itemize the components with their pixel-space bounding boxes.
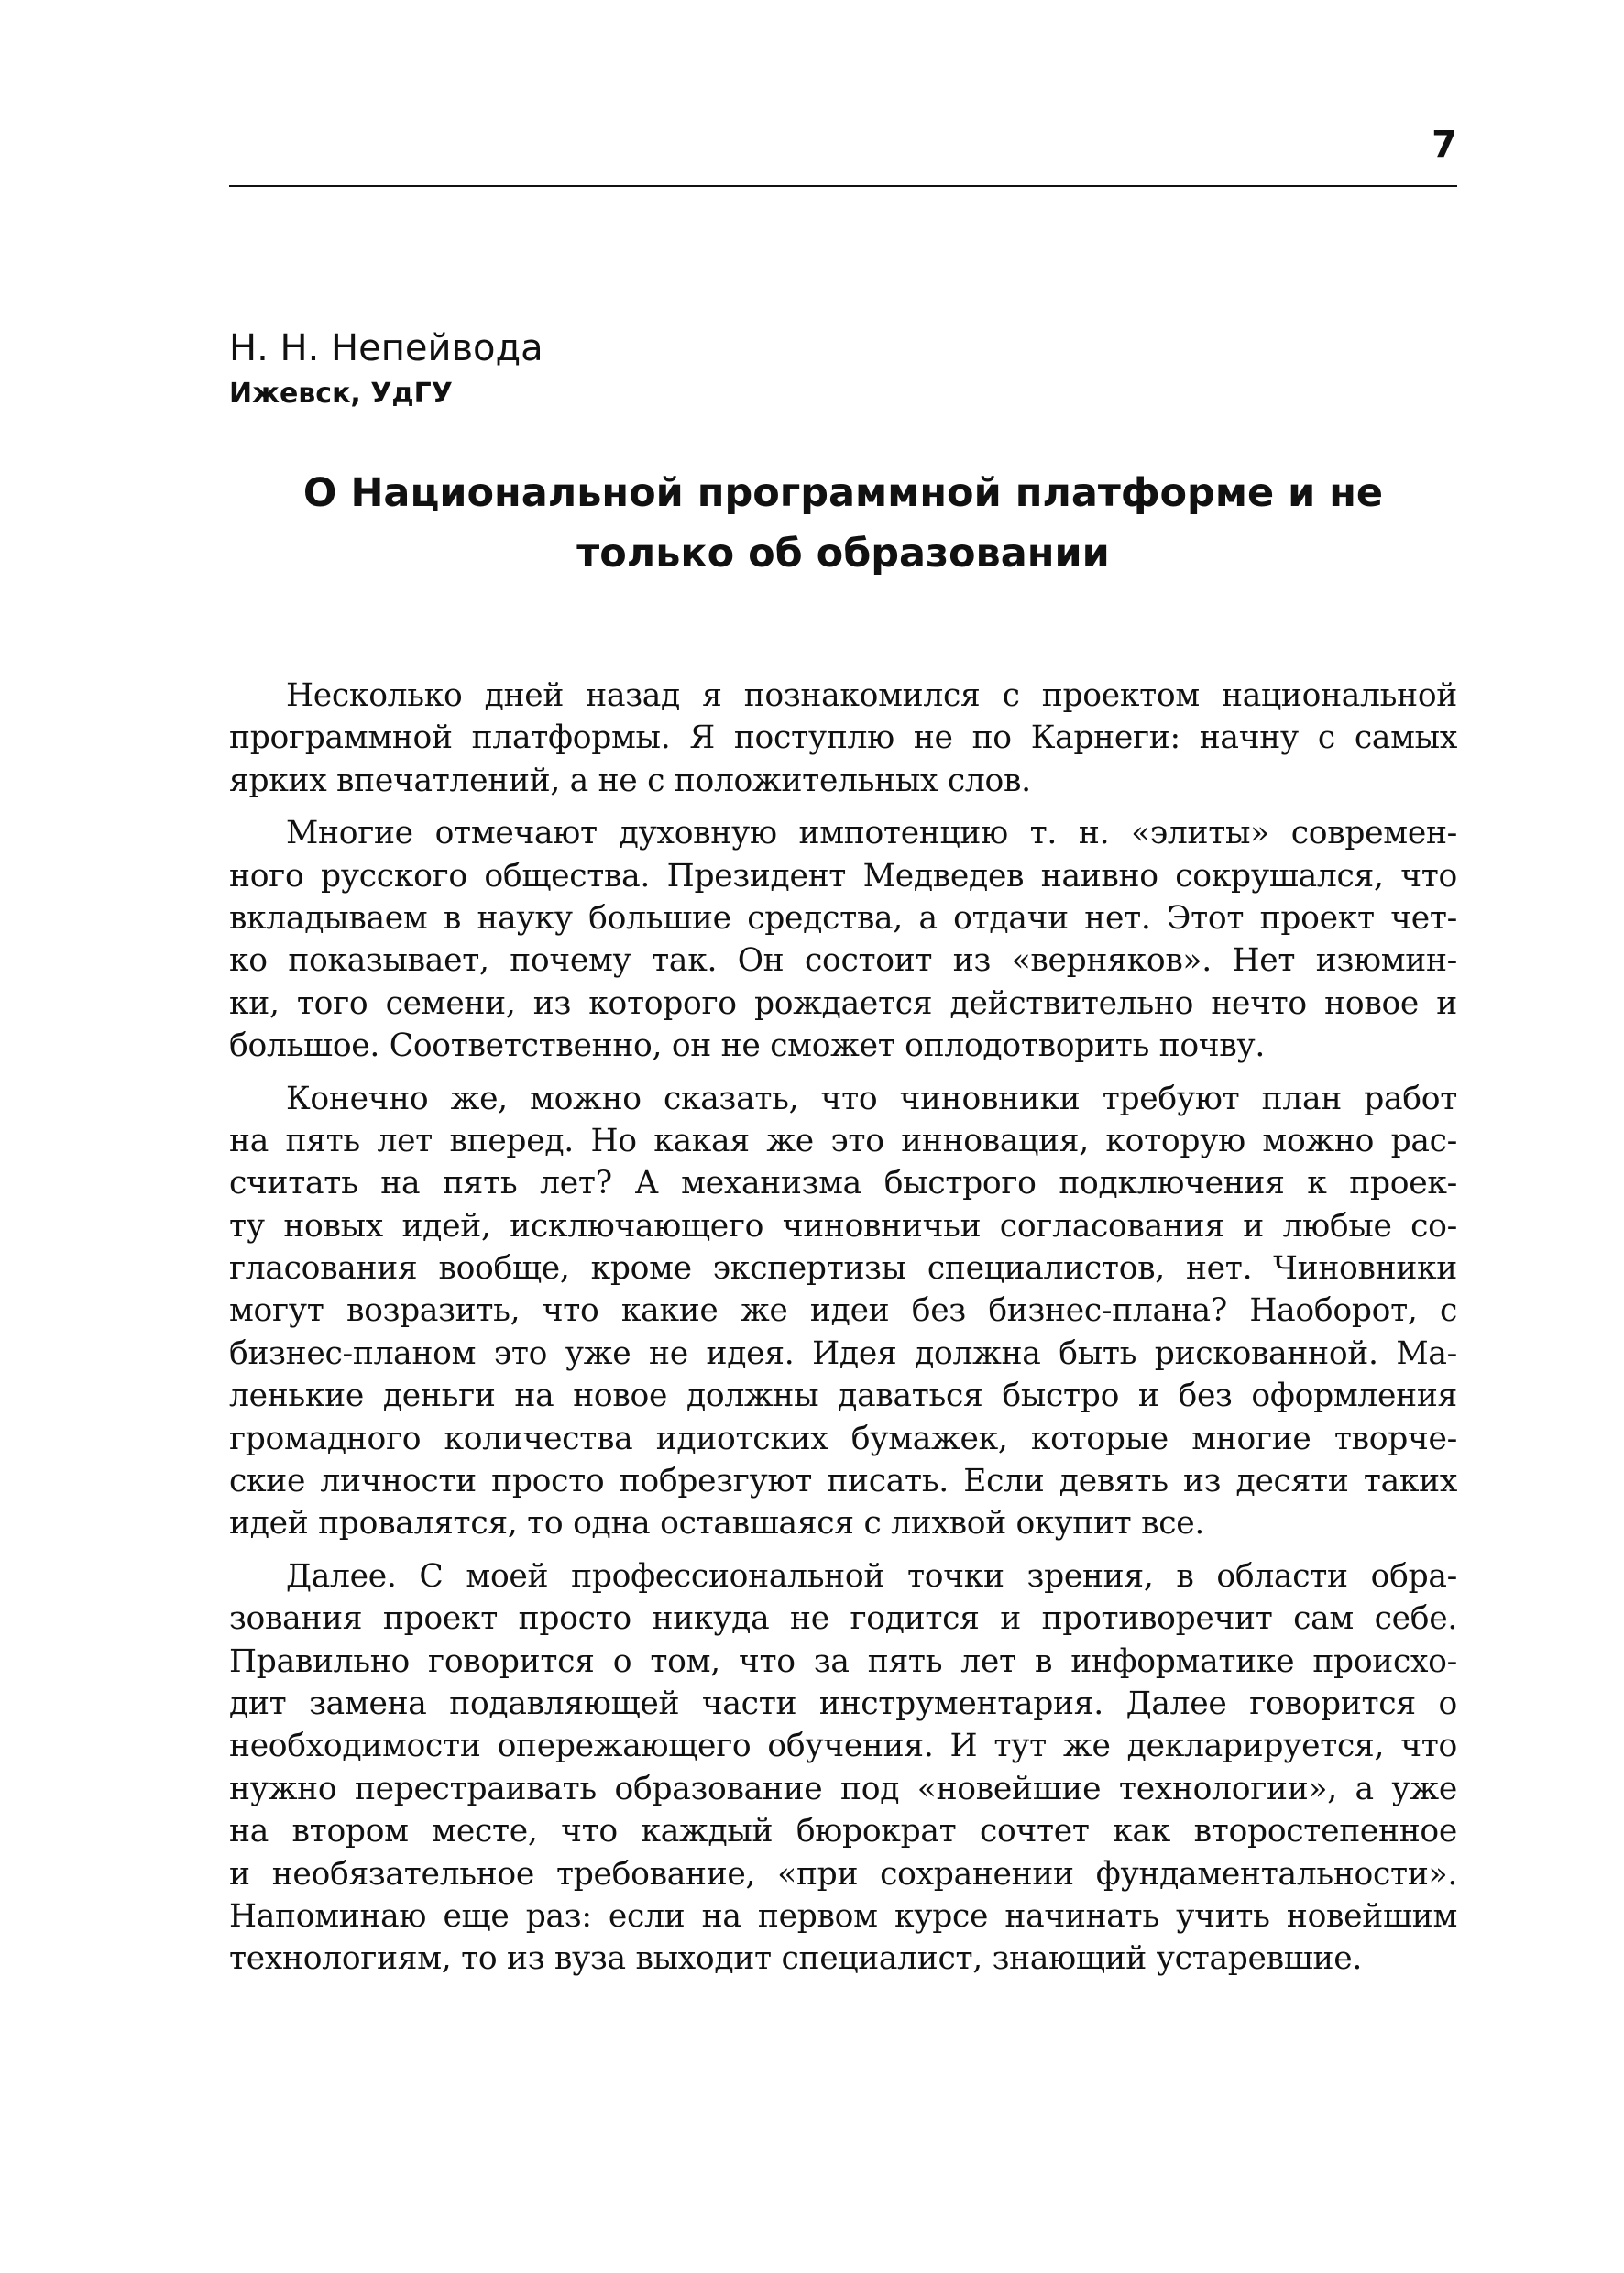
paragraph-3 bbox=[229, 1078, 1457, 1545]
text-line: большое. Соответственно, он не сможет оплодотворить почву. bbox=[229, 1027, 1266, 1065]
text-line: и необязательное требование, «при сохранении фундаментальности». bbox=[229, 1855, 1457, 1893]
text-line: технологиям, то из вуза выходит специалист, знающий устаревшие. bbox=[229, 1940, 1363, 1978]
text-line: зования проект просто никуда не годится и противоречит сам себе. bbox=[229, 1600, 1457, 1638]
paragraph-1 bbox=[229, 675, 1457, 802]
text-line: на втором месте, что каждый бюрократ сочтет как второстепенное bbox=[229, 1813, 1457, 1850]
text-line: программной платформы. Я поступлю не по Карнеги: начну с самых bbox=[229, 719, 1457, 757]
text-line: Напоминаю еще раз: если на первом курсе начинать учить новейшим bbox=[229, 1897, 1457, 1935]
text-line: Конечно же, можно сказать, что чиновники требуют план работ bbox=[286, 1080, 1457, 1117]
text-line: Несколько дней назад я познакомился с проектом национальной bbox=[286, 677, 1457, 714]
text-line: идей провалятся, то одна оставшаяся с лихвой окупит все. bbox=[229, 1505, 1205, 1543]
text-line: Правильно говорится о том, что за пять лет в информатике происхо- bbox=[229, 1642, 1457, 1680]
text-line: могут возразить, что какие же идеи без бизнес-плана? Наоборот, с bbox=[229, 1292, 1457, 1330]
text-line: дит замена подавляющей части инструментария. Далее говорится о bbox=[229, 1685, 1457, 1722]
text-line: ленькие деньги на новое должны даваться быстро и без оформления bbox=[229, 1378, 1457, 1415]
text-line: необходимости опережающего обучения. И тут же декларируется, что bbox=[229, 1728, 1457, 1765]
text-line: вкладываем в науку большие средства, а отдачи нет. Этот проект чет- bbox=[229, 899, 1457, 937]
author-affiliation: Ижевск, УдГУ bbox=[229, 378, 453, 410]
text-line: ко показывает, почему так. Он состоит из «верняков». Нет изюмин- bbox=[229, 942, 1457, 980]
text-line: Далее. С моей профессиональной точки зрения, в области обра- bbox=[286, 1557, 1457, 1595]
author-name: Н. Н. Непейвода bbox=[229, 327, 543, 369]
text-line: бизнес-планом это уже не идея. Идея должна быть рискованной. Ма- bbox=[229, 1334, 1457, 1372]
article-title-line: О Национальной программной платформе и не bbox=[302, 470, 1384, 516]
paragraph-4 bbox=[229, 1555, 1457, 1981]
text-line: громадного количества идиотских бумажек, которые многие творче- bbox=[229, 1420, 1457, 1457]
article-title bbox=[229, 463, 1457, 584]
text-line: ного русского общества. Президент Медведев наивно сокрушался, что bbox=[229, 857, 1457, 895]
text-line: считать на пять лет? А механизма быстрого подключения к проек- bbox=[229, 1165, 1457, 1202]
text-line: на пять лет вперед. Но какая же это инновация, которую можно рас- bbox=[229, 1122, 1457, 1159]
text-line: ки, того семени, из которого рождается действительно нечто новое и bbox=[229, 984, 1457, 1022]
article-title-line: только об образовании bbox=[576, 531, 1110, 576]
text-line: нужно перестраивать образование под «новейшие технологии», а уже bbox=[229, 1770, 1457, 1807]
text-line: ские личности просто побрезгуют писать. Если девять из десяти таких bbox=[229, 1463, 1457, 1500]
article-body bbox=[229, 675, 1457, 1981]
text-line: ярких впечатлений, а не с положительных слов. bbox=[229, 762, 1031, 799]
paragraph-2 bbox=[229, 812, 1457, 1067]
text-line: гласования вообще, кроме экспертизы специалистов, нет. Чиновники bbox=[229, 1250, 1457, 1288]
header-rule bbox=[229, 185, 1457, 187]
text-line: ту новых идей, исключающего чиновничьи согласования и любые со- bbox=[229, 1207, 1457, 1245]
text-line: Многие отмечают духовную импотенцию т. н. «элиты» современ- bbox=[286, 815, 1457, 852]
page-number: 7 bbox=[1432, 124, 1457, 166]
